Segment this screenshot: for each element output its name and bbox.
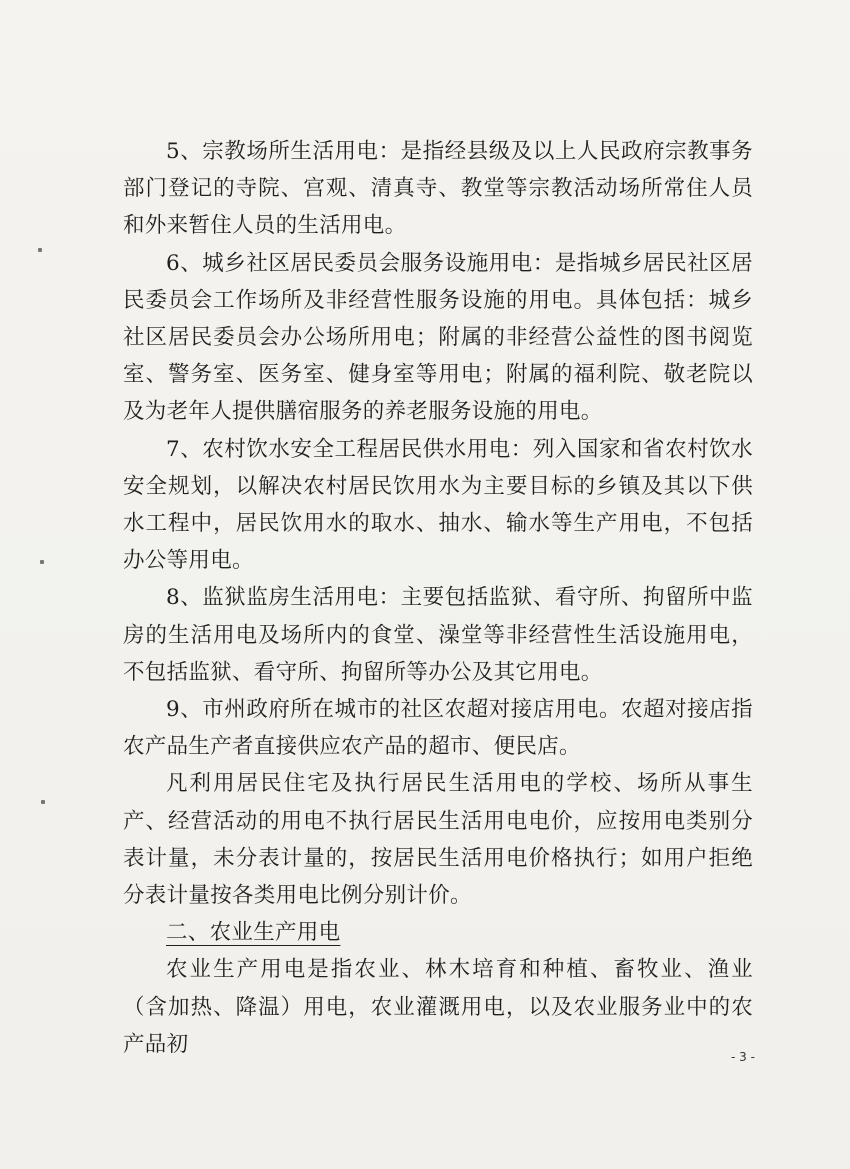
paragraph-rural-water-supply: 7、农村饮水安全工程居民供水用电：列入国家和省农村饮水安全规划，以解决农村居民饮用水为主要目标的乡镇及其以下供水工程中，居民饮用水的取水、抽水、输水等生产用电，不包括办公等用电。	[123, 436, 753, 574]
paragraph-religious-sites: 5、宗教场所生活用电：是指经县级及以上人民政府宗教事务部门登记的寺院、宫观、清真寺、教堂等宗教活动场所常住人员和外来暂住人员的生活用电。	[123, 139, 753, 239]
document-body	[123, 133, 753, 1063]
paragraph-farm-supermarket: 9、市州政府所在城市的社区农超对接店用电。农超对接店指农产品生产者直接供应农产品的超市、便民店。	[123, 697, 753, 760]
paragraph-metering-rule: 凡利用居民住宅及执行居民生活用电的学校、场所从事生产、经营活动的用电不执行居民生活用电电价，应按用电类别分表计量，未分表计量的，按居民生活用电价格执行；如用户拒绝分表计量按各类用电比例分别计价。	[123, 771, 753, 909]
scan-mark	[38, 248, 42, 252]
page-number: - 3 -	[731, 1050, 755, 1064]
section-heading-agriculture	[123, 914, 753, 951]
scan-mark	[41, 800, 45, 804]
paragraph-community-committee: 6、城乡社区居民委员会服务设施用电：是指城乡居民社区居民委员会工作场所及非经营性服务设施的用电。具体包括：城乡社区居民委员会办公场所用电；附属的非经营公益性的图书阅览室、警务室、医务室、健身室等用电；附属的福利院、敬老院以及为老年人提供膳宿服务的养老服务设施的用电。	[123, 250, 753, 425]
scan-mark	[40, 560, 44, 564]
section-heading-text: 二、农业生产用电	[166, 920, 341, 946]
paragraph-prison-living: 8、监狱监房生活用电：主要包括监狱、看守所、拘留所中监房的生活用电及场所内的食堂、澡堂等非经营性生活设施用电，不包括监狱、看守所、拘留所等办公及其它用电。	[123, 585, 753, 685]
paragraph-agriculture-definition: 农业生产用电是指农业、林木培育和种植、畜牧业、渔业（含加热、降温）用电，农业灌溉用电，以及农业服务业中的农产品初	[123, 957, 753, 1057]
